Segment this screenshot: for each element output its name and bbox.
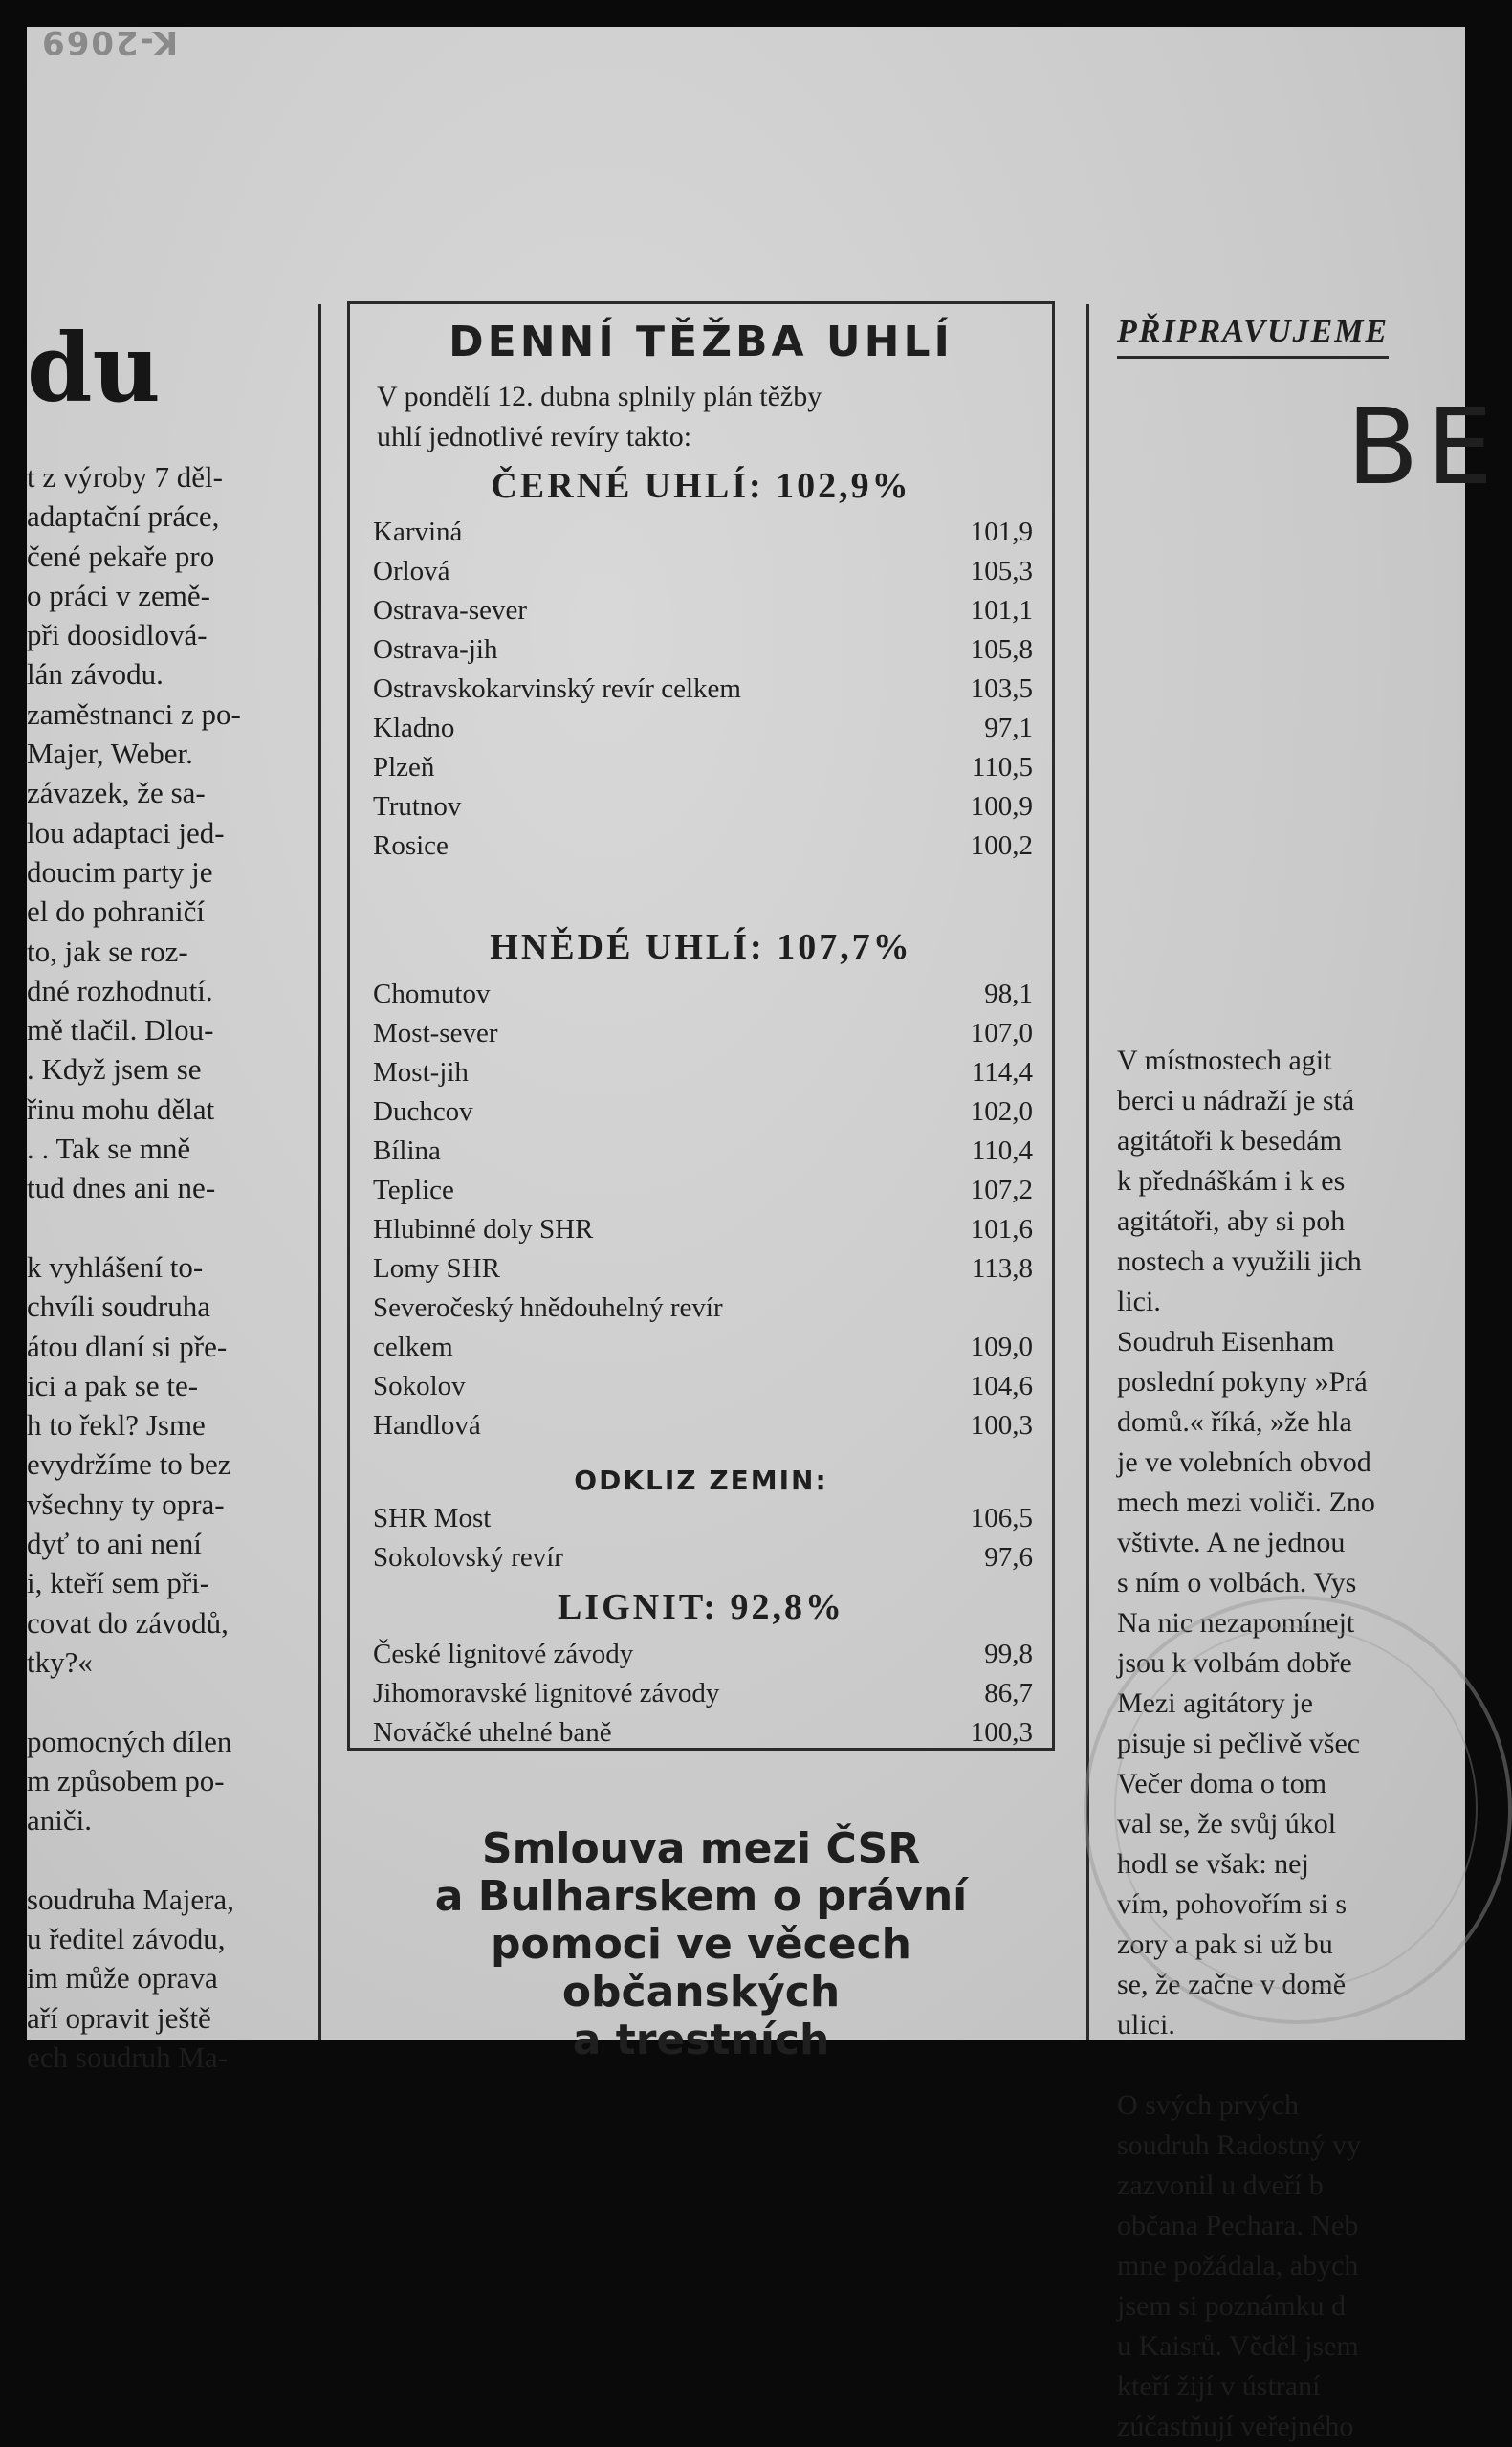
left-text-line: h to řekl? Jsme [27,1408,206,1443]
treaty-headline-line-4: a trestních [572,2016,830,2064]
left-text-line: t z výroby 7 děl- [27,460,223,494]
district-name: Bílina [373,1135,441,1166]
left-text-line: . Když jsem se [27,1052,202,1087]
table-row [373,1096,1033,1135]
right-text-line: mne požádala, abych [1117,2250,1359,2282]
left-text-line: dyť to ani není [27,1527,202,1561]
right-text-line: Na nic nezapomínejt [1117,1607,1355,1639]
coal-output-box [347,301,1055,1751]
table-row [373,1717,1033,1755]
right-text-line: k přednáškám i k es [1117,1165,1346,1197]
district-name: Kladno [373,713,455,743]
percent-value: 97,6 [984,1542,1033,1573]
percent-value: 86,7 [984,1678,1033,1708]
percent-value: 105,8 [970,634,1033,665]
district-name: Plzeň [373,752,435,783]
district-name: Rosice [373,830,449,861]
district-name: Most-jih [373,1057,469,1088]
left-headline: du [27,314,161,424]
district-name: Ostravskokarvinský revír celkem [373,673,741,704]
district-name: celkem [373,1332,453,1362]
right-text-line [1117,2045,1465,2085]
left-text-line: doucim party je [27,854,213,889]
negative-label: K-2069 [40,23,179,61]
left-text-line: m způsobem po- [27,1763,225,1797]
district-name: Ostrava-sever [373,595,528,626]
newspaper-page [27,23,1501,2442]
overburden-heading: ODKLIZ ZEMIN: [574,1465,828,1496]
left-text-line: mě tlačil. Dlou- [27,1013,214,1047]
right-text-line: O svých prvých [1117,2089,1299,2121]
percent-value: 110,4 [971,1135,1033,1166]
percent-value: 100,2 [970,830,1033,861]
left-text-line: dné rozhodnutí. [27,973,213,1007]
right-text-line: zazvonil u dveří b [1117,2170,1324,2201]
left-text-line [27,1208,323,1247]
left-text-line: . . Tak se mně [27,1132,191,1166]
table-row [373,1057,1033,1095]
percent-value: 100,3 [970,1717,1033,1748]
percent-value: 103,5 [970,673,1033,704]
district-name: Ostrava-jih [373,634,498,665]
table-row [373,1371,1033,1409]
table-row [373,1410,1033,1448]
archive-stamp [1084,1596,1512,2024]
left-text-line: u ředitel závodu, [27,1921,226,1955]
right-text-line: Večer doma o tom [1117,1768,1327,1799]
district-name: České lignitové závody [373,1639,634,1669]
table-row [373,791,1033,829]
left-text-line: tud dnes ani ne- [27,1171,216,1205]
lignite-heading: LIGNIT: 92,8% [557,1587,845,1627]
left-text-line: i, kteří sem při- [27,1566,210,1600]
right-text-line: u Kaisrů. Věděl jsem [1117,2330,1359,2362]
left-text-line: čené pekaře pro [27,539,215,573]
right-text-line: jsou k volbám dobře [1117,1647,1352,1679]
table-row [373,1678,1033,1716]
table-row [373,1253,1033,1291]
left-text-line: átou dlaní si pře- [27,1329,228,1363]
right-text-line: V místnostech agit [1117,1045,1332,1076]
table-row [373,713,1033,751]
column-rule-left [318,304,321,2040]
district-name: Duchcov [373,1096,473,1127]
district-name: Orlová [373,556,450,586]
table-row [373,556,1033,594]
left-text-line: ici a pak se te- [27,1368,199,1402]
table-row [373,1175,1033,1213]
left-text-line: všechny ty opra- [27,1487,225,1521]
table-row [373,1639,1033,1677]
left-text-line: adaptační práce, [27,499,220,534]
left-text-line: řinu mohu dělat [27,1091,215,1126]
left-text-line: im může oprava [27,1961,218,1995]
district-name: SHR Most [373,1503,492,1533]
percent-value: 101,1 [970,595,1033,626]
left-text-line: k vyhlášení to- [27,1249,204,1284]
right-text-line: vštivte. A ne jednou [1117,1527,1346,1558]
percent-value: 109,0 [970,1332,1033,1362]
right-text-line: ulici. [1117,2009,1175,2040]
district-name: Sokolov [373,1371,466,1401]
percent-value: 105,3 [970,556,1033,586]
left-text-line: tky?« [27,1644,93,1679]
district-name: Severočeský hnědouhelný revír [373,1292,723,1323]
district-name: Hlubinné doly SHR [373,1214,594,1245]
left-text-line: ech soudruh Ma- [27,2039,229,2074]
right-text-line: zory a pak si už bu [1117,1929,1333,1960]
right-text-line: se, že začne v domě [1117,1969,1347,2000]
black-coal-heading: ČERNÉ UHLÍ: 102,9% [491,466,911,506]
district-name: Jihomoravské lignitové závody [373,1678,720,1708]
left-text-line: el do pohraničí [27,894,205,929]
box-intro-line-2: uhlí jednotlivé revíry takto: [377,421,692,452]
right-text-line: soudruh Radostný vy [1117,2129,1361,2161]
right-text-line: nostech a využili jich [1117,1246,1362,1277]
right-text-line: domů.« říká, »že hla [1117,1406,1352,1438]
percent-value: 102,0 [970,1096,1033,1127]
right-text-line: lici. [1117,1286,1161,1317]
left-text-line: lán závodu. [27,657,164,692]
district-name: Teplice [373,1175,454,1205]
percent-value: 106,5 [970,1503,1033,1533]
treaty-headline-line-1: Smlouva mezi ČSR [481,1824,921,1873]
percent-value: 101,9 [970,517,1033,547]
table-row [373,830,1033,869]
right-text-line: zúčastňují veřejného [1117,2411,1354,2442]
right-kicker: PŘIPRAVUJEME [1117,314,1389,359]
left-text-line: soudruha Majera, [27,1882,234,1916]
right-text-line: kteří žijí v ústraní [1117,2370,1321,2402]
right-text-line: mech mezi voliči. Zno [1117,1487,1375,1518]
left-text-line: chvíli soudruha [27,1290,210,1324]
treaty-headline-line-3: pomoci ve věcech občanských [491,1920,911,2017]
percent-value: 107,0 [970,1018,1033,1048]
table-row [373,1018,1033,1056]
table-row [373,517,1033,555]
district-name: Nováčké uhelné baně [373,1717,612,1748]
district-name: Sokolovský revír [373,1542,563,1573]
right-big-headline: BE [1347,386,1501,508]
table-row [373,1292,1033,1331]
left-text-line: při doosidlová- [27,618,208,652]
percent-value: 107,2 [970,1175,1033,1205]
right-text-line: Mezi agitátory je [1117,1687,1313,1719]
percent-value: 98,1 [984,979,1033,1009]
table-row [373,1332,1033,1370]
left-text-line: o práci v země- [27,578,210,612]
box-title: DENNÍ TĚŽBA UHLÍ [449,318,953,366]
table-row [373,595,1033,633]
right-text-line: občana Pechara. Neb [1117,2210,1359,2241]
table-row [373,1542,1033,1580]
table-row [373,1135,1033,1174]
district-name: Karviná [373,517,463,547]
table-row [373,1503,1033,1541]
right-text-line: je ve volebních obvod [1117,1446,1371,1478]
table-row [373,752,1033,790]
district-name: Chomutov [373,979,491,1009]
percent-value: 99,8 [984,1639,1033,1669]
district-name: Trutnov [373,791,462,822]
left-text-line: zaměstnanci z po- [27,696,241,731]
table-row [373,634,1033,672]
right-text-line: agitátoři, aby si poh [1117,1205,1346,1237]
left-text-line: to, jak se roz- [27,934,188,968]
left-text-line: pomocných dílen [27,1724,232,1758]
percent-value: 100,9 [970,791,1033,822]
right-text-line: agitátoři k besedám [1117,1125,1342,1157]
right-text-line: poslední pokyny »Prá [1117,1366,1368,1398]
right-text-line: val se, že svůj úkol [1117,1808,1337,1840]
district-name: Lomy SHR [373,1253,500,1284]
percent-value: 97,1 [984,713,1033,743]
district-name: Most-sever [373,1018,498,1048]
left-text-line: lou adaptaci jed- [27,815,225,849]
table-row [373,673,1033,712]
percent-value: 104,6 [970,1371,1033,1401]
left-text-line: Majer, Weber. [27,737,193,771]
archive-stamp-ring [1114,1626,1478,1990]
left-text-line: aří opravit ještě [27,2000,211,2035]
percent-value: 114,4 [971,1057,1033,1088]
left-text-line: evydržíme to bez [27,1447,231,1482]
left-column-text [27,457,323,2077]
left-text-line: závazek, že sa- [27,776,206,810]
treaty-headline [347,1825,1055,2064]
right-text-line: jsem si poznámku d [1117,2290,1347,2322]
treaty-headline-line-2: a Bulharskem o právní [434,1872,968,1921]
table-row [373,1214,1033,1252]
right-text-line: Soudruh Eisenham [1117,1326,1335,1357]
left-text-line [27,1840,323,1879]
right-text-line: pisuje si pečlivě všec [1117,1728,1361,1759]
percent-value: 113,8 [971,1253,1033,1284]
right-text-line: hodl se však: nej [1117,1848,1309,1880]
box-intro-line-1: V pondělí 12. dubna splnily plán těžby [377,381,822,412]
percent-value: 110,5 [971,752,1033,783]
brown-coal-heading: HNĚDÉ UHLÍ: 107,7% [490,927,912,967]
percent-value: 101,6 [970,1214,1033,1245]
right-text-line: berci u nádraží je stá [1117,1085,1355,1116]
right-text-line: s ním o volbách. Vys [1117,1567,1357,1598]
right-text-line: vím, pohovořím si s [1117,1888,1348,1920]
table-row [373,979,1033,1017]
left-text-line: aniči. [27,1803,92,1838]
percent-value: 100,3 [970,1410,1033,1441]
left-text-line [27,1682,323,1721]
left-text-line: covat do závodů, [27,1605,229,1640]
district-name: Handlová [373,1410,481,1441]
